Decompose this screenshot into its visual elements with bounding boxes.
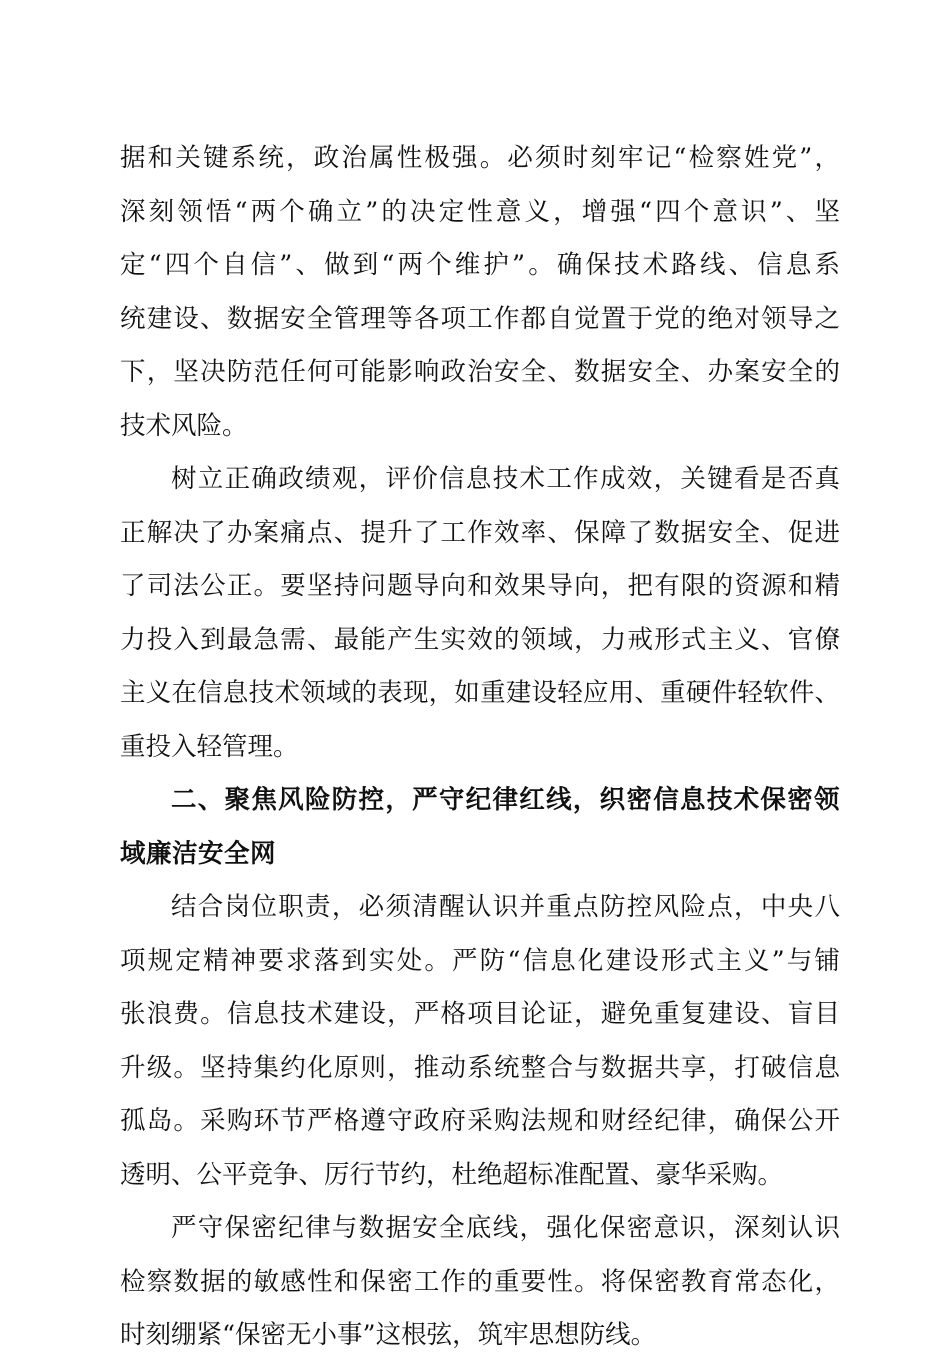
text-line: 据和关键系统，政治属性极强。必须时刻牢记“检察姓党”，	[120, 143, 840, 173]
text-line: 主义在信息技术领域的表现，如重建设轻应用、重硬件轻软件、	[120, 678, 840, 708]
text-line: 结合岗位职责，必须清醒认识并重点防控风险点，中央八	[171, 892, 840, 922]
paragraph-political-attribute	[120, 132, 840, 453]
paragraph-confidentiality	[120, 1202, 840, 1363]
text-line: 统建设、数据安全管理等各项工作都自觉置于党的绝对领导之	[120, 303, 840, 334]
text-line: 重投入轻管理。	[120, 731, 299, 762]
text-line: 正解决了办案痛点、提升了工作效率、保障了数据安全、促进	[120, 517, 840, 548]
paragraph-performance-view	[120, 453, 840, 774]
text-line: 力投入到最急需、最能产生实效的领域，力戒形式主义、官僚	[120, 624, 840, 655]
text-line: 检察数据的敏感性和保密工作的重要性。将保密教育常态化，	[120, 1266, 840, 1297]
text-line: 张浪费。信息技术建设，严格项目论证，避免重复建设、盲目	[120, 999, 840, 1029]
text-line: 定“四个自信”、做到“两个维护”。确保技术路线、信息系	[120, 250, 840, 280]
text-line: 下，坚决防范任何可能影响政治安全、数据安全、办案安全的	[120, 357, 840, 387]
text-line: 深刻领悟“两个确立”的决定性意义，增强“四个意识”、坚	[120, 196, 840, 227]
text-line: 透明、公平竞争、厉行节约，杜绝超标准配置、豪华采购。	[120, 1159, 784, 1190]
text-line: 严守保密纪律与数据安全底线，强化保密意识，深刻认识	[171, 1213, 840, 1243]
text-line: 时刻绷紧“保密无小事”这根弦，筑牢思想防线。	[120, 1320, 657, 1350]
text-line: 项规定精神要求落到实处。严防“信息化建设形式主义”与铺	[120, 945, 840, 976]
text-line: 升级。坚持集约化原则，推动系统整合与数据共享，打破信息	[120, 1052, 840, 1083]
text-line: 树立正确政绩观，评价信息技术工作成效，关键看是否真	[171, 464, 840, 494]
section-heading	[120, 774, 840, 881]
text-line: 了司法公正。要坚持问题导向和效果导向，把有限的资源和精	[120, 571, 840, 601]
heading-line: 二、聚焦风险防控，严守纪律红线，织密信息技术保密领	[171, 785, 840, 815]
document-body	[120, 132, 840, 1363]
text-line: 孤岛。采购环节严格遵守政府采购法规和财经纪律，确保公开	[120, 1106, 840, 1136]
heading-line: 域廉洁安全网	[120, 838, 277, 869]
text-line: 技术风险。	[120, 410, 248, 441]
paragraph-risk-control	[120, 881, 840, 1202]
